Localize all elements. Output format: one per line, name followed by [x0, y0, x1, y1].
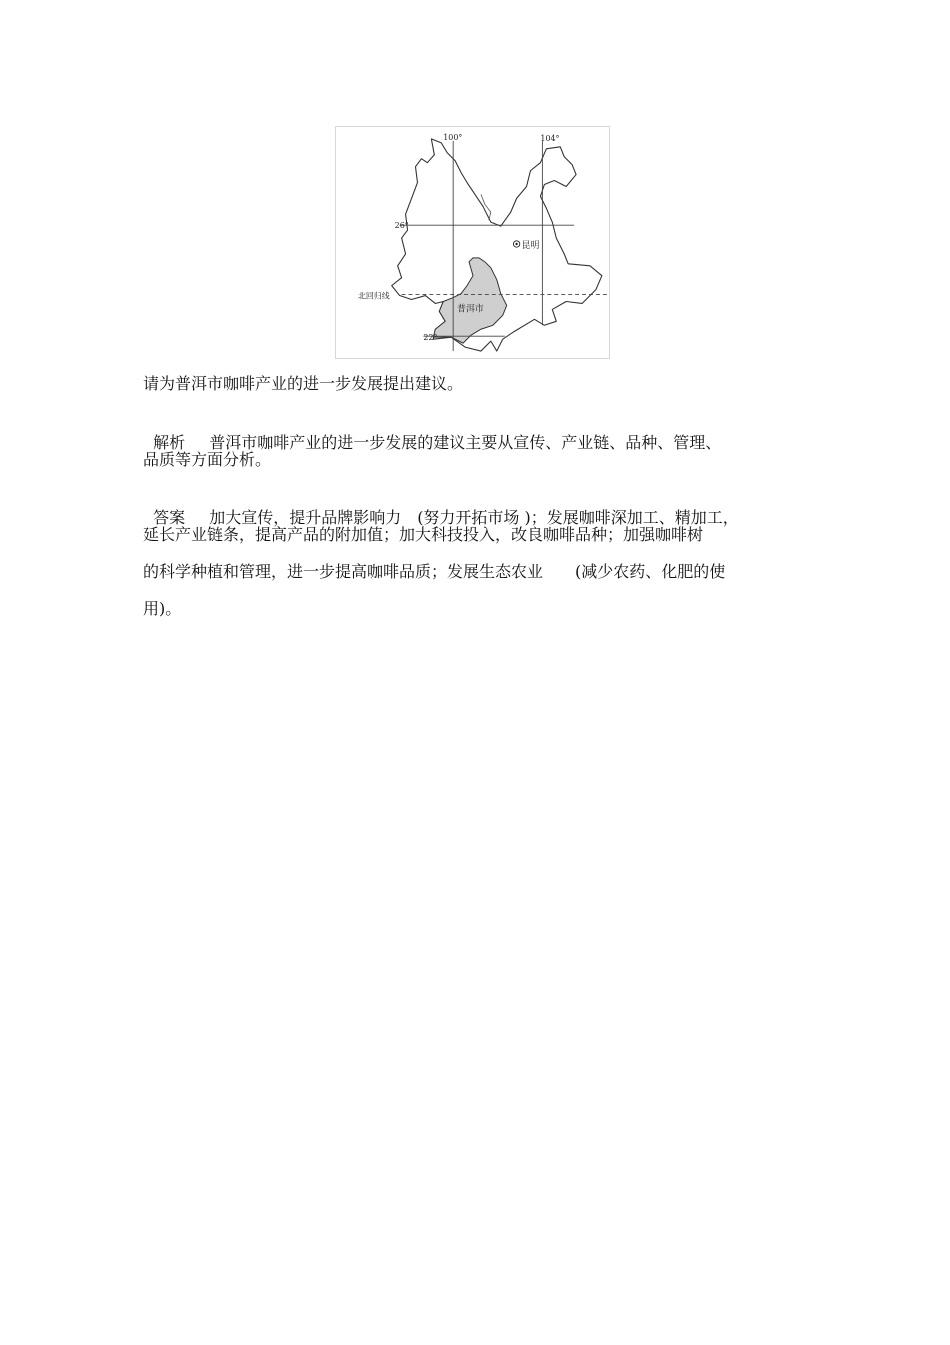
analysis-line-2: 品质等方面分析。	[143, 450, 272, 469]
tropic-label: 北回归线	[357, 291, 390, 301]
lat-label-26: 26°	[394, 221, 409, 231]
answer-tag: 答案	[153, 508, 186, 527]
yunnan-map-svg	[336, 127, 609, 358]
answer-line-1	[143, 488, 739, 528]
lon-label-104: 104°	[540, 133, 560, 143]
capital-marker-dot	[515, 243, 517, 245]
region-label: 普洱市	[457, 304, 484, 315]
answer-text-1: 加大宣传，提升品牌影响力 (努力开拓市场 )；发展咖啡深加工、精加工，	[209, 508, 739, 527]
question-text: 请为普洱市咖啡产业的进一步发展提出建议。	[143, 374, 464, 393]
capital-label: 昆明	[521, 240, 540, 251]
lon-label-100: 100°	[443, 132, 463, 142]
analysis-line-1	[143, 413, 721, 453]
yunnan-map-figure	[335, 126, 610, 359]
answer-line-2: 延长产业链条，提高产品的附加值；加大科技投入，改良咖啡品种；加强咖啡树	[143, 525, 704, 544]
analysis-tag: 解析	[153, 433, 186, 452]
answer-line-4: 用)。	[143, 599, 182, 618]
answer-line-3: 的科学种植和管理，进一步提高咖啡品质；发展生态农业 (减少农药、化肥的使	[143, 562, 726, 581]
lat-label-22: 22°	[423, 333, 438, 343]
analysis-text-1: 普洱市咖啡产业的进一步发展的建议主要从宣传、产业链、品种、管理、	[209, 433, 722, 452]
